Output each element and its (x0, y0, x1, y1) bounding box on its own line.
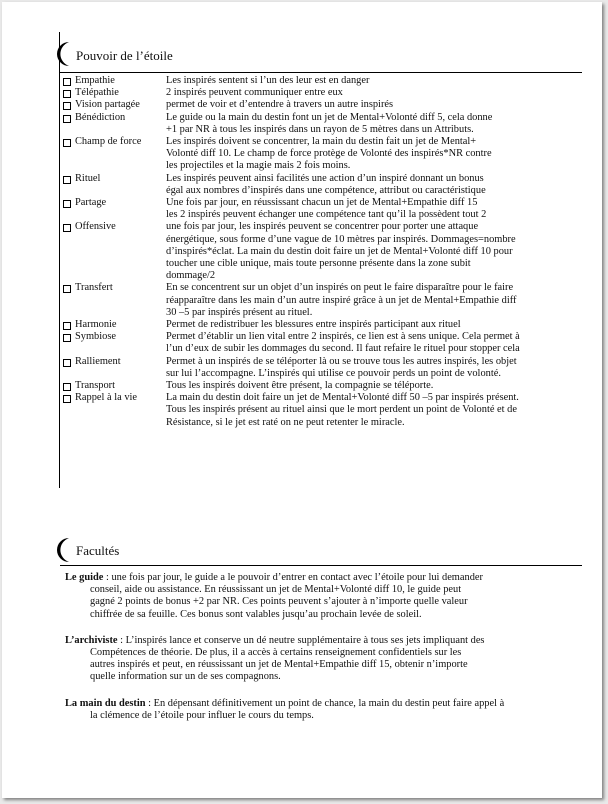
checkbox-wrap (62, 356, 75, 380)
description-line: Les inspirés sentent si l’un des leur est en danger (166, 75, 370, 86)
power-row (62, 136, 592, 173)
description-line: 30 –5 par inspirés présent au rituel. (166, 306, 313, 318)
power-row (62, 75, 592, 87)
section-title: Pouvoir de l’étoile (76, 48, 173, 63)
faculte-line: Compétences de théorie. De plus, il a accès à certains renseignement confidentiels sur les (90, 647, 462, 659)
checkbox-wrap (62, 136, 75, 173)
section-rule (60, 72, 582, 73)
checkbox-wrap (62, 380, 75, 392)
power-name: Symbiose (75, 331, 116, 343)
faculte-line: quelle information sur un de ses compagnons. (90, 671, 281, 683)
faculte-line: chiffrée de sa feuille. Ces bonus sont valables jusqu’au prochain levée de soleil. (90, 608, 422, 620)
checkbox-wrap (62, 173, 75, 197)
power-description (166, 87, 592, 99)
power-checkbox[interactable] (63, 176, 71, 184)
checkbox-wrap (62, 75, 75, 87)
power-list (62, 75, 592, 429)
checkbox-wrap (62, 197, 75, 221)
crescent-moon-icon (52, 536, 76, 564)
power-row (62, 99, 592, 111)
description-line: les 2 inspirés peuvent échanger une compétence tant qu’il la possèdent tout 2 (166, 209, 487, 221)
description-line: d’inspirés*éclat. La main du destin doit faire un jet de Mental+Volonté diff 10 pour (166, 245, 513, 257)
faculte-entry (65, 698, 585, 722)
power-row (62, 380, 592, 392)
checkbox-wrap (62, 319, 75, 331)
power-name: Rappel à la vie (75, 392, 138, 404)
description-line: Permet de redistribuer les blessures entre inspirés participant aux rituel (166, 319, 461, 331)
checkbox-wrap (62, 99, 75, 111)
power-checkbox[interactable] (63, 285, 71, 293)
power-row (62, 392, 592, 429)
power-row (62, 197, 592, 221)
description-line: réapparaître dans les main d’un autre inspiré grâce à un jet de Mental+Empathie diff (166, 294, 517, 306)
section-margin-line (59, 32, 60, 212)
power-checkbox[interactable] (63, 90, 71, 98)
faculte-text: : une fois par jour, le guide a le pouvoir d’entrer en contact avec l’étoile pour lui demander (103, 572, 483, 583)
description-line: Tous les inspirés doivent être présent, la compagnie se téléporte. (166, 380, 434, 392)
description-line: une fois par jour, les inspirés peuvent se concentrer pour porter une attaque (166, 221, 479, 233)
faculte-line: conseil, aide ou assistance. En réussissant un jet de Mental+Volonté diff 10, le guide peut (90, 584, 462, 596)
description-line: Permet à un inspirés de se téléporter là ou se trouve tous les autres inspirés, les objet (166, 355, 517, 367)
power-description (166, 282, 592, 319)
description-line: Le guide ou la main du destin font un jet de Mental+Volonté diff 5, cela donne (166, 111, 493, 123)
power-row (62, 356, 592, 380)
power-description (166, 99, 592, 111)
checkbox-wrap (62, 331, 75, 355)
power-checkbox[interactable] (63, 139, 71, 147)
power-description (166, 392, 592, 429)
power-checkbox[interactable] (63, 383, 71, 391)
power-checkbox[interactable] (63, 395, 71, 403)
faculte-line: gagné 2 points de bonus +2 par NR. Ces points peuvent s’ajouter à n’importe quelle valeur (90, 596, 468, 608)
power-checkbox[interactable] (63, 224, 71, 232)
power-description (166, 380, 592, 392)
section-header (52, 536, 582, 568)
power-name: Champ de force (75, 136, 142, 148)
description-line: 2 inspirés peuvent communiquer entre eux (166, 87, 343, 99)
power-description (166, 112, 592, 136)
power-checkbox[interactable] (63, 334, 71, 342)
description-line: Résistance, si le jet est raté on ne peut retenter le miracle. (166, 416, 405, 428)
description-line: dommage/2 (166, 270, 216, 282)
power-name: Harmonie (75, 319, 117, 331)
document-page (2, 2, 602, 798)
power-row (62, 319, 592, 331)
power-name: Transport (75, 380, 116, 392)
faculte-text: : L’inspirés lance et conserve un dé neutre supplémentaire à tous ses jets impliquant des (117, 634, 485, 646)
faculte-text: : En dépensant définitivement un point de chance, la main du destin peut faire appel à (145, 697, 505, 709)
section-rule (60, 565, 582, 566)
checkbox-wrap (62, 282, 75, 319)
power-checkbox[interactable] (63, 115, 71, 123)
description-line: énergétique, sous forme d’une vague de 10 mètres par inspirés. Dommages=nombre (166, 233, 516, 245)
faculte-entry (65, 635, 585, 684)
description-line: Volonté diff 10. Le champ de force protège de Volonté des inspirés*NR contre (166, 148, 492, 160)
description-line: l’un d’eux de subir les dommages du second. Il faut refaire le rituel pour stopper cela (166, 343, 520, 355)
power-row (62, 282, 592, 319)
power-checkbox[interactable] (63, 102, 71, 110)
description-line: égal aux nombres d’inspirés dans une compétence, attribut ou caractéristique (166, 184, 486, 196)
power-description (166, 173, 592, 197)
description-line: les projectiles et la magie mais 2 fois moins. (166, 160, 351, 172)
faculte-line: la clémence de l’étoile pour influer le cours du temps. (90, 709, 314, 721)
power-checkbox[interactable] (63, 78, 71, 86)
description-line: +1 par NR à tous les inspirés dans un rayon de 5 mètres dans un Attributs. (166, 123, 474, 135)
faculte-first-line (65, 572, 585, 584)
power-name: Bénédiction (75, 111, 126, 123)
power-name: Télépathie (75, 87, 119, 99)
power-name: Ralliement (75, 355, 121, 367)
power-checkbox[interactable] (63, 359, 71, 367)
power-description (166, 197, 592, 221)
facultes-list (65, 572, 585, 736)
crescent-moon-icon (52, 40, 76, 68)
power-name: Empathie (75, 75, 115, 86)
power-description (166, 136, 592, 173)
checkbox-wrap (62, 221, 75, 282)
checkbox-wrap (62, 392, 75, 429)
power-row (62, 173, 592, 197)
power-row (62, 331, 592, 355)
checkbox-wrap (62, 112, 75, 136)
description-line: Permet d’établir un lien vital entre 2 inspirés, ce lien est à sens unique. Cela permet à (166, 331, 520, 343)
description-line: Tous les inspirés présent au rituel ainsi que le mort perdent un point de Volonté et de (166, 404, 517, 416)
faculte-entry (65, 572, 585, 621)
power-row (62, 221, 592, 282)
section-header (52, 40, 582, 72)
description-line: Les inspirés doivent se concentrer, la main du destin fait un jet de Mental+ (166, 136, 477, 148)
power-description (166, 221, 592, 282)
power-name: Rituel (75, 172, 101, 184)
description-line: sur lui l’accompagne. L’inspirés qui utilise ce pouvoir perds un point de volonté. (166, 367, 501, 379)
description-line: Les inspirés peuvent ainsi facilités une action d’un inspiré donnant un bonus (166, 172, 484, 184)
power-description (166, 75, 592, 87)
description-line: En se concentrent sur un objet d’un inspirés on peut le faire disparaître pour le faire (166, 282, 514, 294)
section-title: Facultés (76, 543, 120, 558)
faculte-label: L’archiviste (65, 634, 118, 646)
power-checkbox[interactable] (63, 200, 71, 208)
faculte-line: autres inspirés et peut, en réussissant un jet de Mental+Empathie diff 15, obtenir n’importe (90, 659, 468, 671)
faculte-label: La main du destin (65, 697, 146, 709)
description-line: La main du destin doit faire un jet de Mental+Volonté diff 50 –5 par inspirés présent. (166, 392, 519, 404)
description-line: permet de voir et d’entendre à travers un autre inspirés (166, 99, 394, 111)
faculte-first-line (65, 635, 585, 647)
power-row (62, 112, 592, 136)
checkbox-wrap (62, 87, 75, 99)
faculte-label: Le guide (65, 572, 104, 583)
power-row (62, 87, 592, 99)
power-name: Transfert (75, 282, 113, 294)
faculte-first-line (65, 698, 585, 710)
power-name: Vision partagée (75, 99, 140, 111)
description-line: Une fois par jour, en réussissant chacun un jet de Mental+Empathie diff 15 (166, 197, 478, 209)
power-name: Offensive (75, 221, 116, 233)
power-description (166, 331, 592, 355)
power-description (166, 356, 592, 380)
power-name: Partage (75, 197, 107, 209)
power-description (166, 319, 592, 331)
description-line: toucher une cible unique, mais toute personne présente dans la zone subit (166, 258, 471, 270)
power-checkbox[interactable] (63, 322, 71, 330)
